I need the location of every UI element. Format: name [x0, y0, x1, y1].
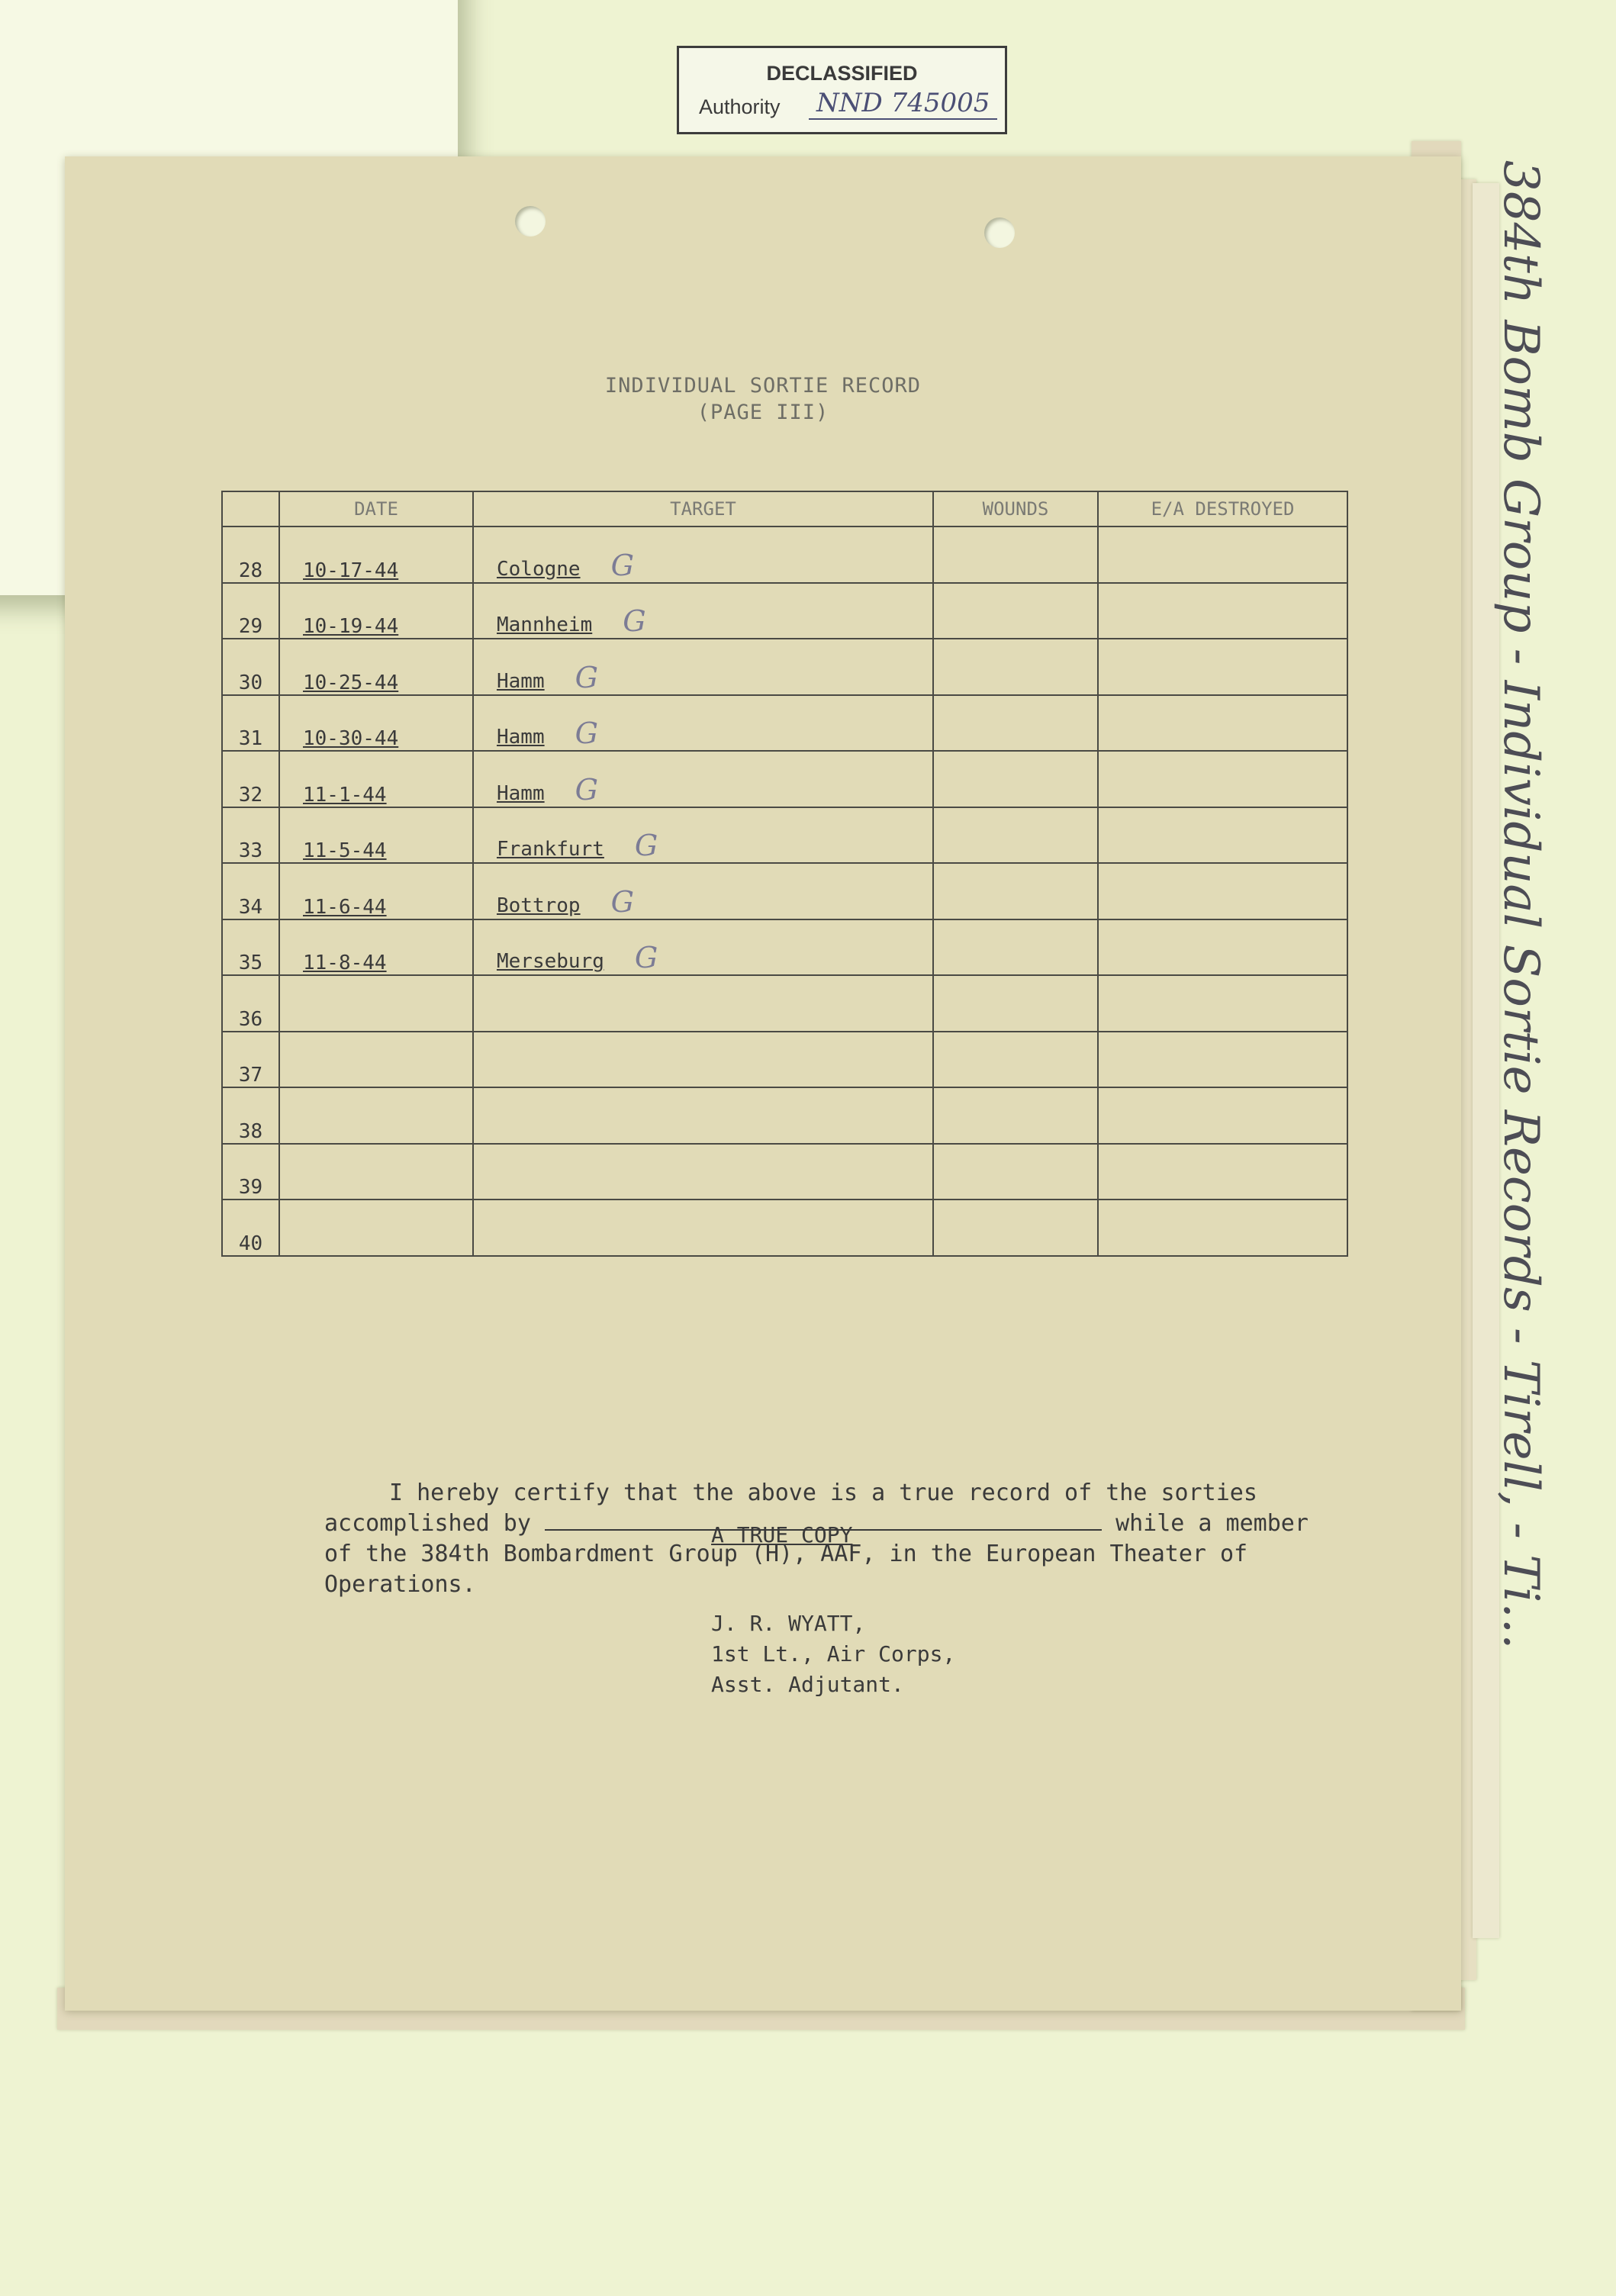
- handwritten-initial: G: [575, 660, 598, 694]
- sortie-target-cell: [473, 639, 933, 695]
- stamp-authority-label: Authority: [699, 95, 781, 118]
- sortie-target-cell: [473, 919, 933, 976]
- sortie-target-cell: [473, 751, 933, 807]
- table-row: [222, 975, 1347, 1032]
- table-row: [222, 807, 1347, 864]
- sortie-wounds: [933, 1032, 1098, 1088]
- signature-block: [711, 1608, 955, 1700]
- column-header-wounds: WOUNDS: [933, 491, 1098, 527]
- sortie-ea-destroyed: [1098, 975, 1347, 1032]
- sortie-target: Bottrop: [497, 894, 581, 917]
- sortie-number: 28: [222, 527, 279, 583]
- table-row: [222, 1032, 1347, 1088]
- handwritten-initial: G: [575, 716, 598, 750]
- table-row: [222, 1144, 1347, 1200]
- table-row: [222, 1200, 1347, 1256]
- sortie-target-cell: [473, 1144, 933, 1200]
- sortie-number: 29: [222, 583, 279, 639]
- sortie-wounds: [933, 1144, 1098, 1200]
- column-header-ea-destroyed: E/A DESTROYED: [1098, 491, 1347, 527]
- sortie-wounds: [933, 639, 1098, 695]
- handwritten-initial: G: [634, 941, 658, 974]
- handwritten-initial: G: [634, 829, 658, 862]
- sortie-target-cell: [473, 975, 933, 1032]
- sortie-date: [279, 1087, 473, 1144]
- column-header-number: [222, 491, 279, 527]
- handwritten-initial: G: [610, 548, 634, 582]
- sortie-date: [279, 975, 473, 1032]
- certification-line: I hereby certify that the above is a true record of the sorties: [389, 1480, 1257, 1506]
- certification-text: [324, 1478, 1381, 1600]
- sortie-ea-destroyed: [1098, 1144, 1347, 1200]
- signer-name: J. R. WYATT,: [711, 1611, 866, 1636]
- sortie-number: 33: [222, 807, 279, 864]
- sortie-ea-destroyed: [1098, 1032, 1347, 1088]
- sortie-ea-destroyed: [1098, 919, 1347, 976]
- certification-line: Operations.: [324, 1571, 476, 1598]
- sortie-wounds: [933, 1200, 1098, 1256]
- sortie-wounds: [933, 919, 1098, 976]
- document-subtitle: (PAGE III): [697, 401, 829, 424]
- table-row: [222, 919, 1347, 976]
- certification-line2-end: while a member: [1115, 1510, 1309, 1537]
- sortie-target-cell: [473, 695, 933, 752]
- table-row: [222, 527, 1347, 583]
- sortie-wounds: [933, 695, 1098, 752]
- sortie-date: 11-5-44: [279, 807, 473, 864]
- sortie-target: Cologne: [497, 557, 581, 581]
- sortie-wounds: [933, 975, 1098, 1032]
- sortie-number: 32: [222, 751, 279, 807]
- sortie-wounds: [933, 807, 1098, 864]
- sortie-number: 37: [222, 1032, 279, 1088]
- sortie-ea-destroyed: [1098, 863, 1347, 919]
- sortie-target-cell: [473, 863, 933, 919]
- sortie-date: 11-8-44: [279, 919, 473, 976]
- sortie-ea-destroyed: [1098, 527, 1347, 583]
- sortie-number: 31: [222, 695, 279, 752]
- signer-rank: 1st Lt., Air Corps,: [711, 1641, 956, 1666]
- sortie-target-cell: [473, 527, 933, 583]
- sortie-wounds: [933, 863, 1098, 919]
- sortie-wounds: [933, 1087, 1098, 1144]
- sortie-ea-destroyed: [1098, 807, 1347, 864]
- sortie-number: 34: [222, 863, 279, 919]
- sortie-ea-destroyed: [1098, 1087, 1347, 1144]
- table-row: [222, 583, 1347, 639]
- sortie-date: 11-1-44: [279, 751, 473, 807]
- certification-line2-start: accomplished by: [324, 1510, 531, 1537]
- sortie-number: 30: [222, 639, 279, 695]
- sortie-wounds: [933, 583, 1098, 639]
- sortie-date: [279, 1032, 473, 1088]
- sortie-number: 38: [222, 1087, 279, 1144]
- sortie-target-cell: [473, 1200, 933, 1256]
- punch-hole: [984, 217, 1015, 248]
- sortie-ea-destroyed: [1098, 751, 1347, 807]
- sortie-target: Hamm: [497, 781, 545, 805]
- sortie-ea-destroyed: [1098, 695, 1347, 752]
- sortie-date: 10-19-44: [279, 583, 473, 639]
- sortie-number: 39: [222, 1144, 279, 1200]
- handwritten-initial: G: [623, 604, 646, 638]
- sortie-ea-destroyed: [1098, 639, 1347, 695]
- sortie-target-cell: [473, 1087, 933, 1144]
- stamp-authority-value: NND 745005: [809, 88, 997, 120]
- declassified-stamp: [677, 46, 1007, 134]
- sortie-target: Mannheim: [497, 613, 593, 636]
- table-row: [222, 639, 1347, 695]
- sortie-number: 35: [222, 919, 279, 976]
- sortie-wounds: [933, 527, 1098, 583]
- certification-line: [324, 1509, 1381, 1539]
- sortie-target-cell: [473, 1032, 933, 1088]
- sortie-date: 11-6-44: [279, 863, 473, 919]
- sortie-number: 40: [222, 1200, 279, 1256]
- column-header-target: TARGET: [473, 491, 933, 527]
- sortie-target: Hamm: [497, 726, 545, 749]
- sortie-target: Frankfurt: [497, 838, 604, 861]
- sortie-number: 36: [222, 975, 279, 1032]
- sortie-date: 10-25-44: [279, 639, 473, 695]
- sortie-wounds: [933, 751, 1098, 807]
- sortie-date: [279, 1200, 473, 1256]
- punch-hole: [515, 206, 546, 237]
- sortie-target: Hamm: [497, 669, 545, 693]
- sortie-table: [221, 491, 1348, 1257]
- sortie-date: 10-30-44: [279, 695, 473, 752]
- sortie-date: 10-17-44: [279, 527, 473, 583]
- signer-title: Asst. Adjutant.: [711, 1672, 904, 1697]
- sortie-date: [279, 1144, 473, 1200]
- handwritten-initial: G: [575, 772, 598, 807]
- table-row: [222, 1087, 1347, 1144]
- sortie-ea-destroyed: [1098, 583, 1347, 639]
- table-header-row: [222, 491, 1347, 527]
- table-row: [222, 863, 1347, 919]
- sortie-target-cell: [473, 807, 933, 864]
- true-copy-label: A TRUE COPY: [711, 1522, 853, 1547]
- sortie-ea-destroyed: [1098, 1200, 1347, 1256]
- table-row: [222, 751, 1347, 807]
- certification-line: of the 384th Bombardment Group (H), AAF, in the European Theater of: [324, 1541, 1248, 1567]
- handwritten-margin-note: 384th Bomb Group - Individual Sortie Records - Tirell, - Ti...: [1492, 160, 1549, 1650]
- stamp-heading: DECLASSIFIED: [766, 62, 918, 85]
- sortie-record-sheet: [65, 156, 1461, 2011]
- sortie-target: Merseburg: [497, 950, 604, 973]
- column-header-date: DATE: [279, 491, 473, 527]
- document-title: INDIVIDUAL SORTIE RECORD: [604, 374, 922, 398]
- sortie-target-cell: [473, 583, 933, 639]
- handwritten-initial: G: [610, 884, 634, 919]
- table-row: [222, 695, 1347, 752]
